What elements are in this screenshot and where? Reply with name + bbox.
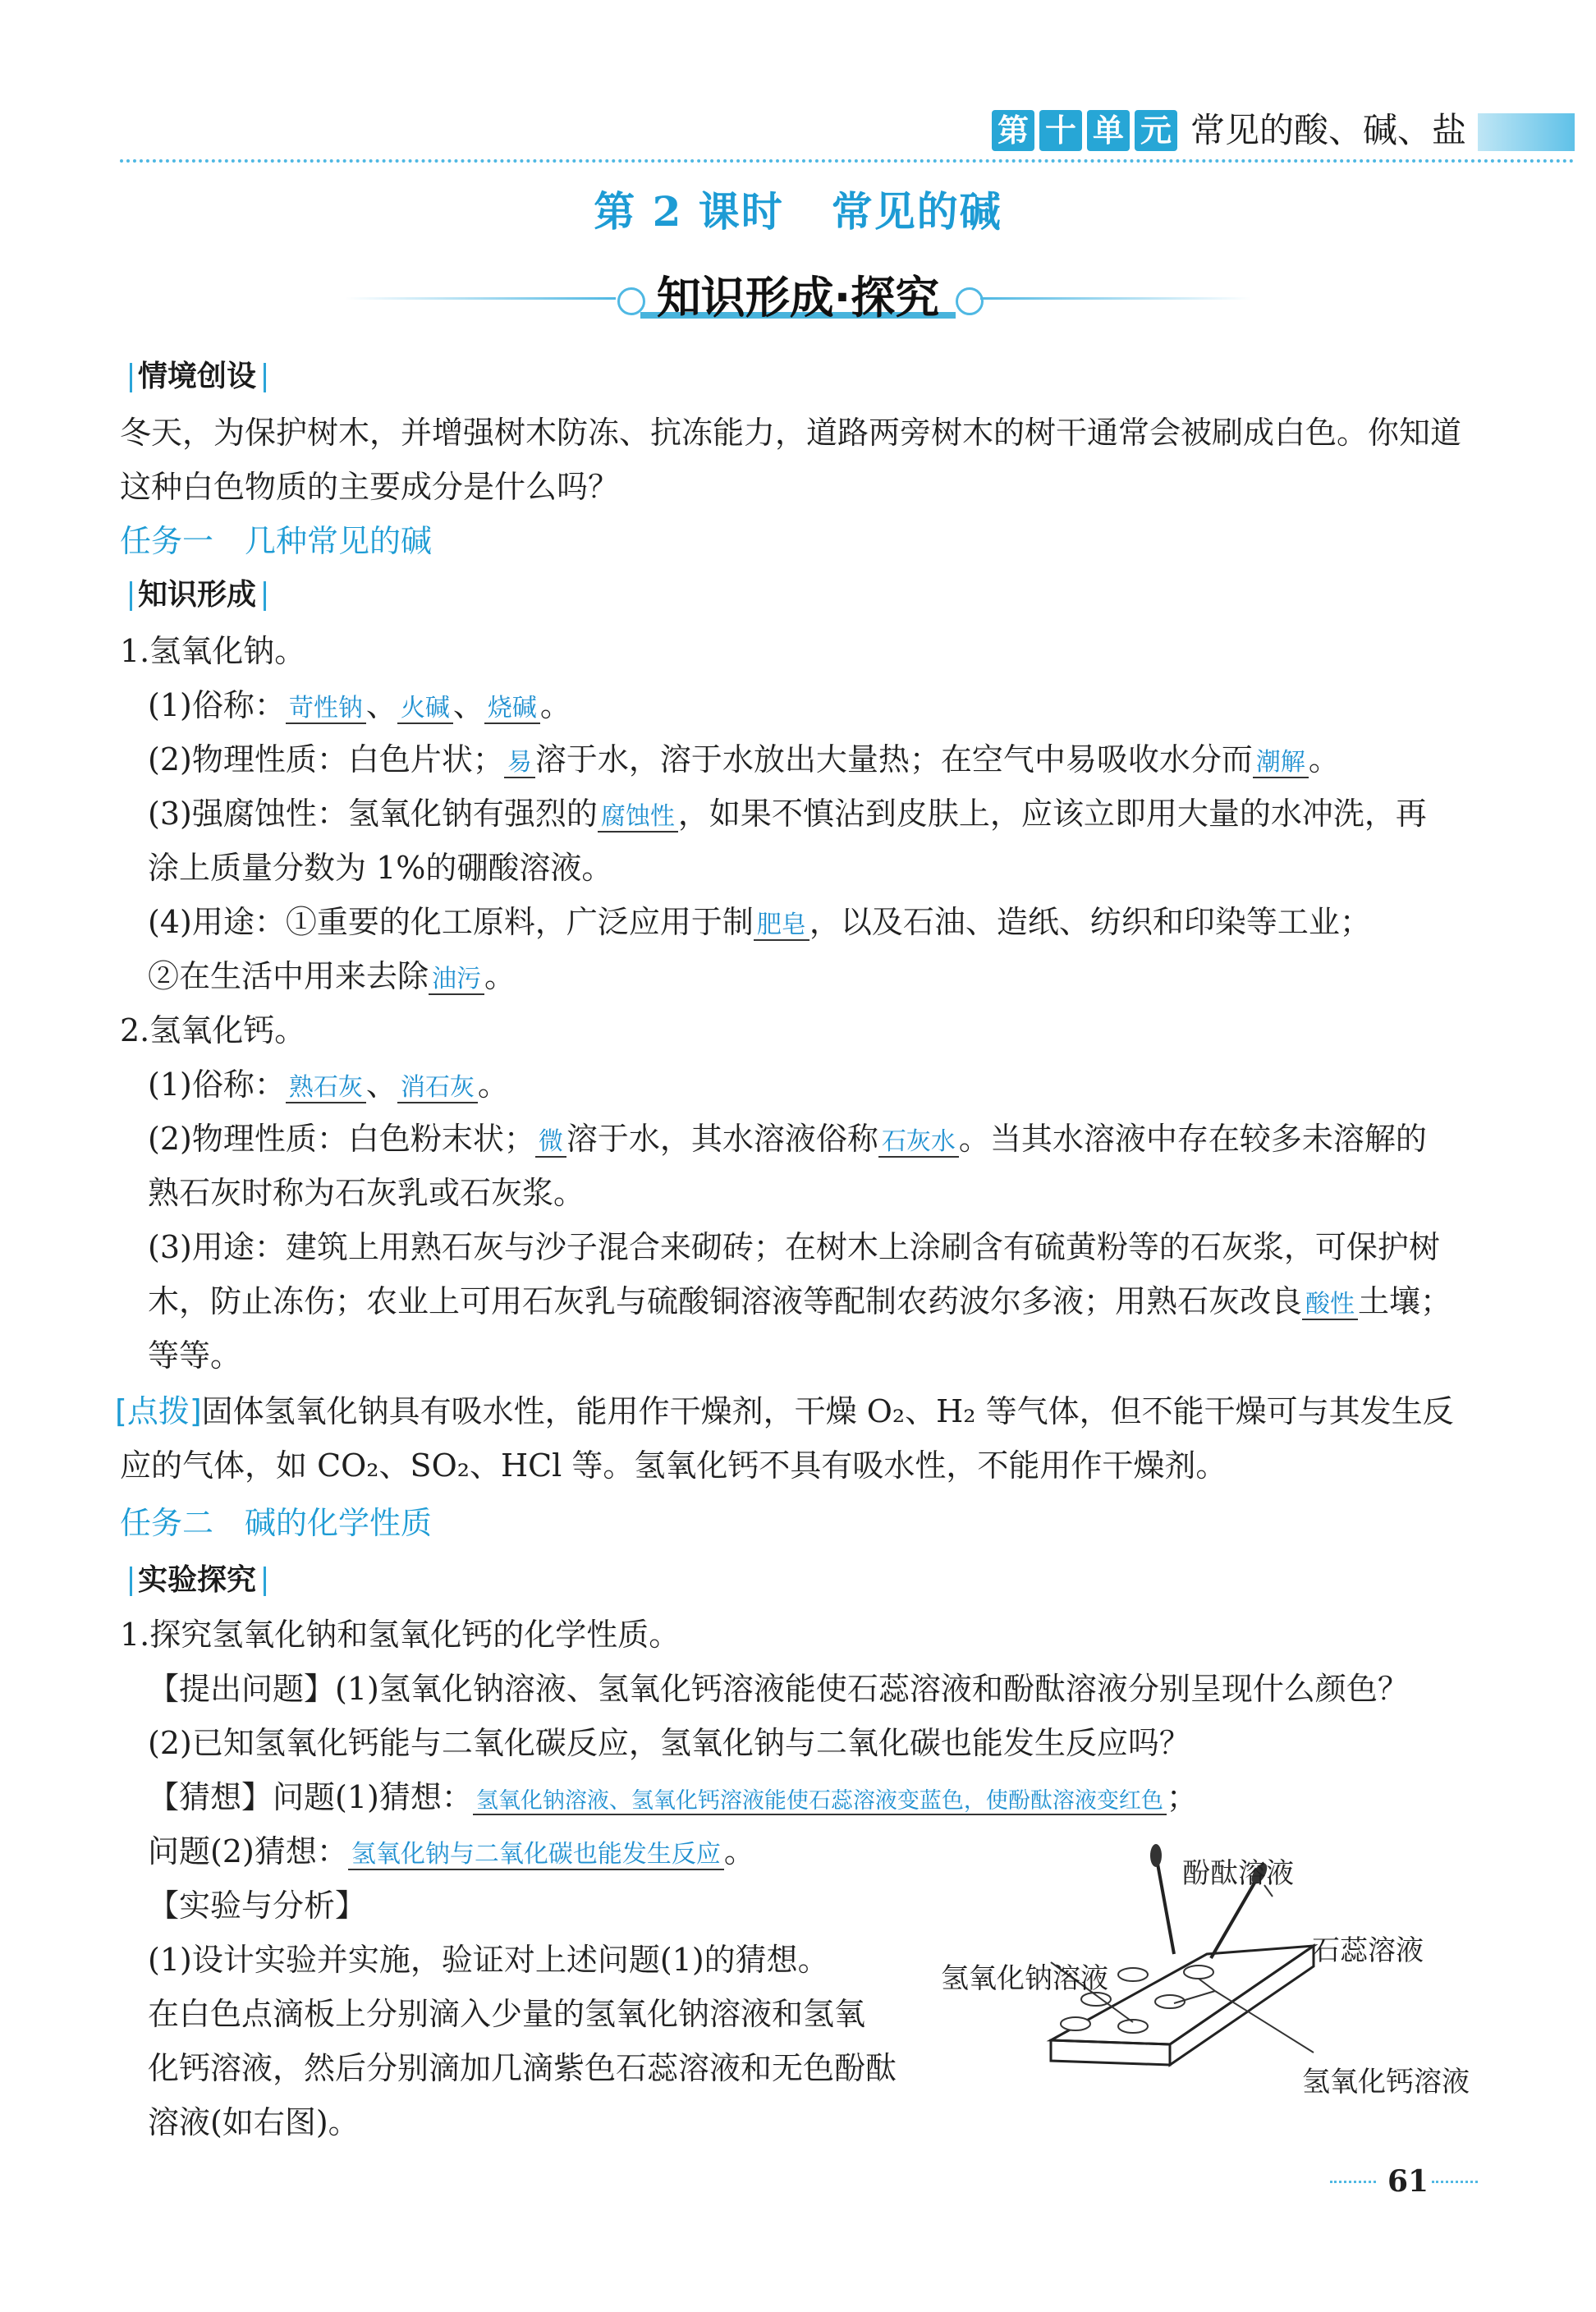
well [1061,2017,1090,2030]
dropper-litmus [1211,1880,1256,1958]
answer-blank: 烧碱 [484,694,540,724]
well [1118,1968,1148,1981]
section-heading-knowledge: 知识形成 [138,575,256,616]
plate-front [1051,2040,1170,2065]
section-heading-experiment: 实验探究 [138,1560,256,1601]
unit-char-4: 元 [1135,110,1177,151]
page-number-decor [1330,2181,1376,2183]
experiment-item-1: 1.探究氢氧化钠和氢氧化钙的化学性质。 [120,1617,681,1653]
well [1184,1966,1213,1979]
answer-blank: 酸性 [1302,1290,1358,1320]
answer-blank: 油污 [429,965,484,995]
tip-line-2: 应的气体，如 CO₂、SO₂、HCl 等。氢氧化钙不具有吸水性，不能用作干燥剂。 [120,1447,1227,1484]
task-2-title: 任务二 碱的化学性质 [120,1505,433,1541]
naoh-corrosive: (3)强腐蚀性：氢氧化钠有强烈的 腐蚀性 ，如果不慎沾到皮肤上，应该立即用大量的水冲洗，再 [148,796,1427,832]
unit-char-2: 十 [1039,110,1082,151]
experiment-heading: 【实验与分析】 [148,1888,367,1924]
unit-char-3: 单 [1087,110,1130,151]
header-decor-strip [1478,113,1575,151]
dropper-phenolphthalein [1158,1864,1174,1954]
caoh-names: (1)俗称： 熟石灰 、 消石灰 。 [148,1067,509,1103]
tip-line-1: [点拨]固体氢氧化钠具有吸水性，能用作干燥剂，干燥 O₂、H₂ 等气体，但不能干燥可与其发生反 [115,1393,1454,1429]
caoh-title: 2.氢氧化钙。 [120,1012,306,1048]
answer-blank: 易 [504,748,535,778]
caoh-uses-line3: 等等。 [148,1337,242,1374]
tip-label: [点拨] [115,1393,202,1429]
label-caoh-solution: 氢氧化钙溶液 [1302,2066,1470,2099]
answer-blank: 苛性钠 [286,694,366,724]
lesson-title [0,179,1596,238]
naoh-uses: (4)用途：①重要的化工原料，广泛应用于制 肥皂 ，以及石油、造纸、纺织和印染等工业； [148,904,1371,940]
unit-title: 常见的酸、碱、盐 [1190,110,1467,150]
lesson-name: 常见的碱 [831,187,1002,236]
answer-blank: 氢氧化钠与二氧化碳也能发生反应 [348,1840,724,1870]
label-naoh-solution: 氢氧化钠溶液 [941,1962,1108,1995]
naoh-uses-line2: ②在生活中用来去除 油污 。 [148,958,516,994]
page-number: 61 [1387,2164,1429,2199]
question-2: (2)已知氢氧化钙能与二氧化碳反应，氢氧化钠与二氧化碳也能发生反应吗？ [148,1725,1190,1761]
task-1-title: 任务一 几种常见的碱 [120,523,433,559]
guess-2: 问题(2)猜想： 氢氧化钠与二氧化碳也能发生反应 。 [148,1833,755,1869]
answer-blank: 熟石灰 [286,1073,366,1103]
answer-blank: 潮解 [1253,748,1309,778]
label-phenolphthalein: 酚酞溶液 [1182,1857,1294,1890]
answer-blank: 消石灰 [397,1073,478,1103]
header-dotted-rule [120,159,1575,163]
caoh-physical: (2)物理性质：白色粉末状； 微 溶于水，其水溶液俗称 石灰水 。当其水溶液中存在较多未溶解的 [148,1121,1427,1157]
answer-blank: 氢氧化钠溶液、氢氧化钙溶液能使石蕊溶液变蓝色，使酚酞溶液变红色 [473,1788,1167,1815]
caoh-uses-line2: 木，防止冻伤；农业上可用石灰乳与硫酸铜溶液等配制农药波尔多液；用熟石灰改良 酸性 土壤； [148,1283,1452,1319]
page-number-decor [1432,2181,1478,2183]
label-litmus: 石蕊溶液 [1312,1934,1424,1967]
unit-char-1: 第 [992,110,1034,151]
lesson-number: 第 2 课时 [594,187,784,236]
naoh-names: (1)俗称： 苛性钠 、 火碱 、 烧碱 。 [148,687,571,723]
scenario-line-1: 冬天，为保护树木，并增强树木防冻、抗冻能力，道路两旁树木的树干通常会被刷成白色。你知道 [120,415,1462,451]
experiment-line-4: 溶液(如右图)。 [148,2104,360,2140]
answer-blank: 肥皂 [754,911,809,941]
answer-blank: 腐蚀性 [598,802,678,833]
answer-blank: 微 [535,1127,566,1158]
dropper-bulb [1150,1844,1162,1867]
experiment-line-2: 在白色点滴板上分别滴入少量的氢氧化钠溶液和氢氧 [148,1996,866,2032]
question-1: 【提出问题】(1)氢氧化钠溶液、氢氧化钙溶液能使石蕊溶液和酚酞溶液分别呈现什么颜色？ [148,1671,1409,1707]
section-heading-scenario: 情境创设 [138,356,256,397]
experiment-line-3: 化钙溶液，然后分别滴加几滴紫色石蕊溶液和无色酚酞 [148,2050,897,2086]
naoh-title: 1.氢氧化钠。 [120,633,306,669]
answer-blank: 火碱 [397,694,453,724]
caoh-uses-line1: (3)用途：建筑上用熟石灰与沙子混合来砌砖；在树木上涂刷含有硫黄粉等的石灰浆，可保护树 [148,1229,1440,1265]
answer-blank: 石灰水 [878,1127,959,1158]
experiment-line-1: (1)设计实验并实施，验证对上述问题(1)的猜想。 [148,1942,829,1978]
naoh-corrosive-line2: 涂上质量分数为 1%的硼酸溶液。 [148,850,613,886]
guess-1: 【猜想】问题(1)猜想： 氢氧化钠溶液、氢氧化钙溶液能使石蕊溶液变蓝色，使酚酞溶液变红色 ； [148,1779,1198,1815]
caoh-physical-line2: 熟石灰时称为石灰乳或石灰浆。 [148,1175,585,1211]
scenario-line-2: 这种白色物质的主要成分是什么吗？ [120,469,620,505]
banner-title: 知识形成·探究 [656,272,940,323]
naoh-physical: (2)物理性质：白色片状； 易 溶于水，溶于水放出大量热；在空气中易吸收水分而 潮解 。 [148,741,1340,778]
